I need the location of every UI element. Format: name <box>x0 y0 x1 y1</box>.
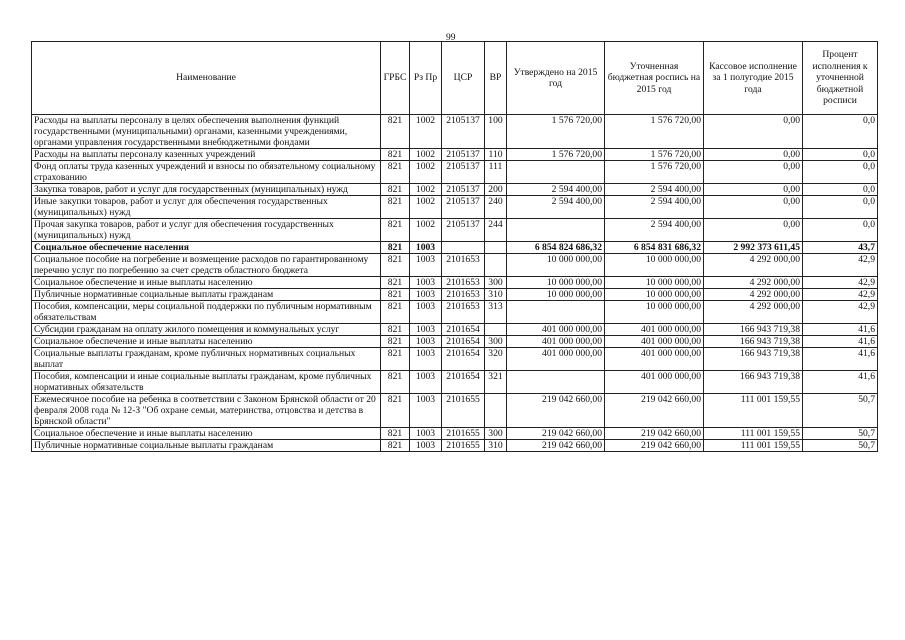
table-row <box>32 196 878 219</box>
cell-name: Социальное обеспечение и иные выплаты населению <box>32 428 381 440</box>
header-grbs: ГРБС <box>381 42 410 115</box>
table-row <box>32 219 878 242</box>
cell-rzpr: 1002 <box>410 161 442 184</box>
cell-cash: 4 292 000,00 <box>704 289 803 301</box>
cell-csr <box>442 242 485 254</box>
cell-grbs: 821 <box>381 115 410 149</box>
cell-name: Фонд оплаты труда казенных учреждений и взносы по обязательному социальному страхованию <box>32 161 381 184</box>
cell-approved: 2 594 400,00 <box>507 196 605 219</box>
cell-refined: 401 000 000,00 <box>605 336 704 348</box>
cell-grbs: 821 <box>381 161 410 184</box>
cell-approved: 10 000 000,00 <box>507 277 605 289</box>
cell-rzpr: 1003 <box>410 289 442 301</box>
cell-grbs: 821 <box>381 428 410 440</box>
cell-refined: 2 594 400,00 <box>605 184 704 196</box>
cell-name: Публичные нормативные социальные выплаты гражданам <box>32 440 381 452</box>
cell-rzpr: 1002 <box>410 196 442 219</box>
cell-approved: 6 854 824 686,32 <box>507 242 605 254</box>
cell-vr: 244 <box>485 219 507 242</box>
cell-csr: 2101654 <box>442 371 485 394</box>
cell-refined: 401 000 000,00 <box>605 348 704 371</box>
cell-name: Социальное обеспечение населения <box>32 242 381 254</box>
cell-percent: 50,7 <box>803 428 878 440</box>
cell-rzpr: 1003 <box>410 348 442 371</box>
cell-grbs: 821 <box>381 348 410 371</box>
cell-grbs: 821 <box>381 184 410 196</box>
table-row <box>32 149 878 161</box>
cell-rzpr: 1003 <box>410 440 442 452</box>
cell-vr: 310 <box>485 440 507 452</box>
cell-refined: 6 854 831 686,32 <box>605 242 704 254</box>
cell-percent: 50,7 <box>803 440 878 452</box>
cell-vr: 111 <box>485 161 507 184</box>
cell-csr: 2105137 <box>442 161 485 184</box>
table-body <box>32 115 878 452</box>
cell-cash: 111 001 159,55 <box>704 428 803 440</box>
cell-grbs: 821 <box>381 242 410 254</box>
cell-rzpr: 1003 <box>410 428 442 440</box>
cell-name: Публичные нормативные социальные выплаты гражданам <box>32 289 381 301</box>
header-rzpr: Рз Пр <box>410 42 442 115</box>
cell-approved: 219 042 660,00 <box>507 440 605 452</box>
cell-grbs: 821 <box>381 149 410 161</box>
table-row <box>32 289 878 301</box>
cell-vr: 320 <box>485 348 507 371</box>
cell-refined: 2 594 400,00 <box>605 196 704 219</box>
cell-vr: 310 <box>485 289 507 301</box>
cell-refined: 219 042 660,00 <box>605 428 704 440</box>
cell-cash: 0,00 <box>704 196 803 219</box>
cell-rzpr: 1002 <box>410 149 442 161</box>
table-row <box>32 394 878 428</box>
cell-name: Социальное обеспечение и иные выплаты населению <box>32 277 381 289</box>
cell-grbs: 821 <box>381 324 410 336</box>
cell-approved: 10 000 000,00 <box>507 289 605 301</box>
cell-grbs: 821 <box>381 219 410 242</box>
cell-percent: 0,0 <box>803 196 878 219</box>
cell-csr: 2105137 <box>442 184 485 196</box>
table-row <box>32 428 878 440</box>
cell-approved: 401 000 000,00 <box>507 324 605 336</box>
cell-name: Субсидии гражданам на оплату жилого помещения и коммунальных услуг <box>32 324 381 336</box>
table-row <box>32 348 878 371</box>
cell-csr: 2105137 <box>442 219 485 242</box>
header-cash: Кассовое исполнение за 1 полугодие 2015 года <box>704 42 803 115</box>
table-row <box>32 371 878 394</box>
cell-vr: 300 <box>485 428 507 440</box>
cell-csr: 2101654 <box>442 324 485 336</box>
cell-approved: 219 042 660,00 <box>507 428 605 440</box>
cell-percent: 0,0 <box>803 115 878 149</box>
cell-rzpr: 1002 <box>410 184 442 196</box>
table-row <box>32 277 878 289</box>
cell-vr <box>485 394 507 428</box>
cell-name: Расходы на выплаты персоналу в целях обеспечения выполнения функций государственными (муниципальными) органами, казенными учреждениями, органами управления государственными внебюджетными фондами <box>32 115 381 149</box>
cell-vr: 240 <box>485 196 507 219</box>
table-row <box>32 242 878 254</box>
cell-refined: 1 576 720,00 <box>605 161 704 184</box>
cell-percent: 42,9 <box>803 254 878 277</box>
cell-name: Социальное обеспечение и иные выплаты населению <box>32 336 381 348</box>
cell-grbs: 821 <box>381 336 410 348</box>
cell-vr <box>485 242 507 254</box>
cell-name: Социальное пособие на погребение и возмещение расходов по гарантированному перечню услуг по погребению за счет средств областного бюджета <box>32 254 381 277</box>
table-row <box>32 184 878 196</box>
cell-percent: 42,9 <box>803 289 878 301</box>
cell-csr: 2101653 <box>442 301 485 324</box>
cell-grbs: 821 <box>381 254 410 277</box>
cell-refined: 219 042 660,00 <box>605 394 704 428</box>
cell-refined: 10 000 000,00 <box>605 301 704 324</box>
cell-approved <box>507 219 605 242</box>
cell-percent: 42,9 <box>803 301 878 324</box>
cell-csr: 2101653 <box>442 254 485 277</box>
header-refined: Уточненная бюджетная роспись на 2015 год <box>605 42 704 115</box>
cell-csr: 2105137 <box>442 196 485 219</box>
header-percent: Процент исполнения к уточненной бюджетной росписи <box>803 42 878 115</box>
cell-approved <box>507 161 605 184</box>
cell-name: Закупка товаров, работ и услуг для государственных (муниципальных) нужд <box>32 184 381 196</box>
cell-rzpr: 1003 <box>410 277 442 289</box>
cell-grbs: 821 <box>381 277 410 289</box>
cell-cash: 166 943 719,38 <box>704 336 803 348</box>
table-row <box>32 336 878 348</box>
cell-cash: 4 292 000,00 <box>704 254 803 277</box>
cell-cash: 0,00 <box>704 149 803 161</box>
cell-rzpr: 1003 <box>410 324 442 336</box>
cell-csr: 2101654 <box>442 348 485 371</box>
table-row <box>32 161 878 184</box>
cell-refined: 10 000 000,00 <box>605 254 704 277</box>
cell-cash: 2 992 373 611,45 <box>704 242 803 254</box>
cell-csr: 2101654 <box>442 336 485 348</box>
cell-approved: 1 576 720,00 <box>507 149 605 161</box>
cell-grbs: 821 <box>381 440 410 452</box>
cell-percent: 41,6 <box>803 371 878 394</box>
cell-csr: 2101655 <box>442 394 485 428</box>
cell-percent: 41,6 <box>803 348 878 371</box>
cell-refined: 2 594 400,00 <box>605 219 704 242</box>
cell-cash: 166 943 719,38 <box>704 324 803 336</box>
cell-cash: 0,00 <box>704 219 803 242</box>
cell-refined: 401 000 000,00 <box>605 324 704 336</box>
cell-grbs: 821 <box>381 301 410 324</box>
cell-refined: 10 000 000,00 <box>605 277 704 289</box>
cell-vr: 200 <box>485 184 507 196</box>
cell-cash: 111 001 159,55 <box>704 440 803 452</box>
cell-cash: 111 001 159,55 <box>704 394 803 428</box>
header-name: Наименование <box>32 42 381 115</box>
cell-approved: 401 000 000,00 <box>507 348 605 371</box>
cell-percent: 50,7 <box>803 394 878 428</box>
table-row <box>32 115 878 149</box>
budget-table <box>31 41 878 452</box>
cell-name: Социальные выплаты гражданам, кроме публичных нормативных социальных выплат <box>32 348 381 371</box>
table-header-row <box>32 42 878 115</box>
cell-refined: 10 000 000,00 <box>605 289 704 301</box>
table-row <box>32 254 878 277</box>
cell-approved <box>507 371 605 394</box>
cell-approved <box>507 301 605 324</box>
cell-percent: 41,6 <box>803 324 878 336</box>
cell-name: Пособия, компенсации и иные социальные выплаты гражданам, кроме публичных нормативных обязательств <box>32 371 381 394</box>
cell-vr: 321 <box>485 371 507 394</box>
header-approved: Утверждено на 2015 год <box>507 42 605 115</box>
cell-grbs: 821 <box>381 371 410 394</box>
table-row <box>32 440 878 452</box>
cell-percent: 41,6 <box>803 336 878 348</box>
cell-vr <box>485 254 507 277</box>
cell-csr: 2101653 <box>442 277 485 289</box>
cell-refined: 401 000 000,00 <box>605 371 704 394</box>
cell-csr: 2105137 <box>442 149 485 161</box>
header-vr: ВР <box>485 42 507 115</box>
cell-vr: 300 <box>485 277 507 289</box>
cell-percent: 0,0 <box>803 184 878 196</box>
cell-cash: 0,00 <box>704 184 803 196</box>
cell-grbs: 821 <box>381 289 410 301</box>
cell-approved: 401 000 000,00 <box>507 336 605 348</box>
cell-grbs: 821 <box>381 394 410 428</box>
cell-rzpr: 1003 <box>410 242 442 254</box>
cell-vr: 313 <box>485 301 507 324</box>
cell-approved: 10 000 000,00 <box>507 254 605 277</box>
table-row <box>32 324 878 336</box>
cell-cash: 4 292 000,00 <box>704 277 803 289</box>
cell-rzpr: 1002 <box>410 115 442 149</box>
cell-refined: 1 576 720,00 <box>605 115 704 149</box>
cell-csr: 2101655 <box>442 440 485 452</box>
cell-rzpr: 1003 <box>410 254 442 277</box>
cell-cash: 0,00 <box>704 161 803 184</box>
cell-name: Расходы на выплаты персоналу казенных учреждений <box>32 149 381 161</box>
cell-name: Ежемесячное пособие на ребенка в соответствии с Законом Брянской области от 20 февраля 2008 года № 12-З "Об охране семьи, материнства, отцовства и детства в Брянской области" <box>32 394 381 428</box>
cell-approved: 1 576 720,00 <box>507 115 605 149</box>
cell-csr: 2105137 <box>442 115 485 149</box>
cell-percent: 0,0 <box>803 149 878 161</box>
cell-percent: 43,7 <box>803 242 878 254</box>
cell-csr: 2101655 <box>442 428 485 440</box>
cell-cash: 4 292 000,00 <box>704 301 803 324</box>
cell-cash: 0,00 <box>704 115 803 149</box>
cell-refined: 1 576 720,00 <box>605 149 704 161</box>
cell-cash: 166 943 719,38 <box>704 348 803 371</box>
cell-cash: 166 943 719,38 <box>704 371 803 394</box>
cell-rzpr: 1002 <box>410 219 442 242</box>
cell-refined: 219 042 660,00 <box>605 440 704 452</box>
cell-percent: 0,0 <box>803 161 878 184</box>
cell-vr <box>485 324 507 336</box>
cell-rzpr: 1003 <box>410 301 442 324</box>
cell-percent: 0,0 <box>803 219 878 242</box>
cell-vr: 300 <box>485 336 507 348</box>
page-number: 99 <box>446 33 456 43</box>
cell-name: Иные закупки товаров, работ и услуг для обеспечения государственных (муниципальных) нужд <box>32 196 381 219</box>
header-csr: ЦСР <box>442 42 485 115</box>
cell-grbs: 821 <box>381 196 410 219</box>
cell-name: Прочая закупка товаров, работ и услуг для обеспечения государственных (муниципальных) нужд <box>32 219 381 242</box>
cell-rzpr: 1003 <box>410 394 442 428</box>
cell-percent: 42,9 <box>803 277 878 289</box>
cell-approved: 2 594 400,00 <box>507 184 605 196</box>
cell-vr: 110 <box>485 149 507 161</box>
cell-csr: 2101653 <box>442 289 485 301</box>
table-row <box>32 301 878 324</box>
cell-name: Пособия, компенсации, меры социальной поддержки по публичным нормативным обязательствам <box>32 301 381 324</box>
cell-rzpr: 1003 <box>410 371 442 394</box>
cell-rzpr: 1003 <box>410 336 442 348</box>
cell-vr: 100 <box>485 115 507 149</box>
cell-approved: 219 042 660,00 <box>507 394 605 428</box>
